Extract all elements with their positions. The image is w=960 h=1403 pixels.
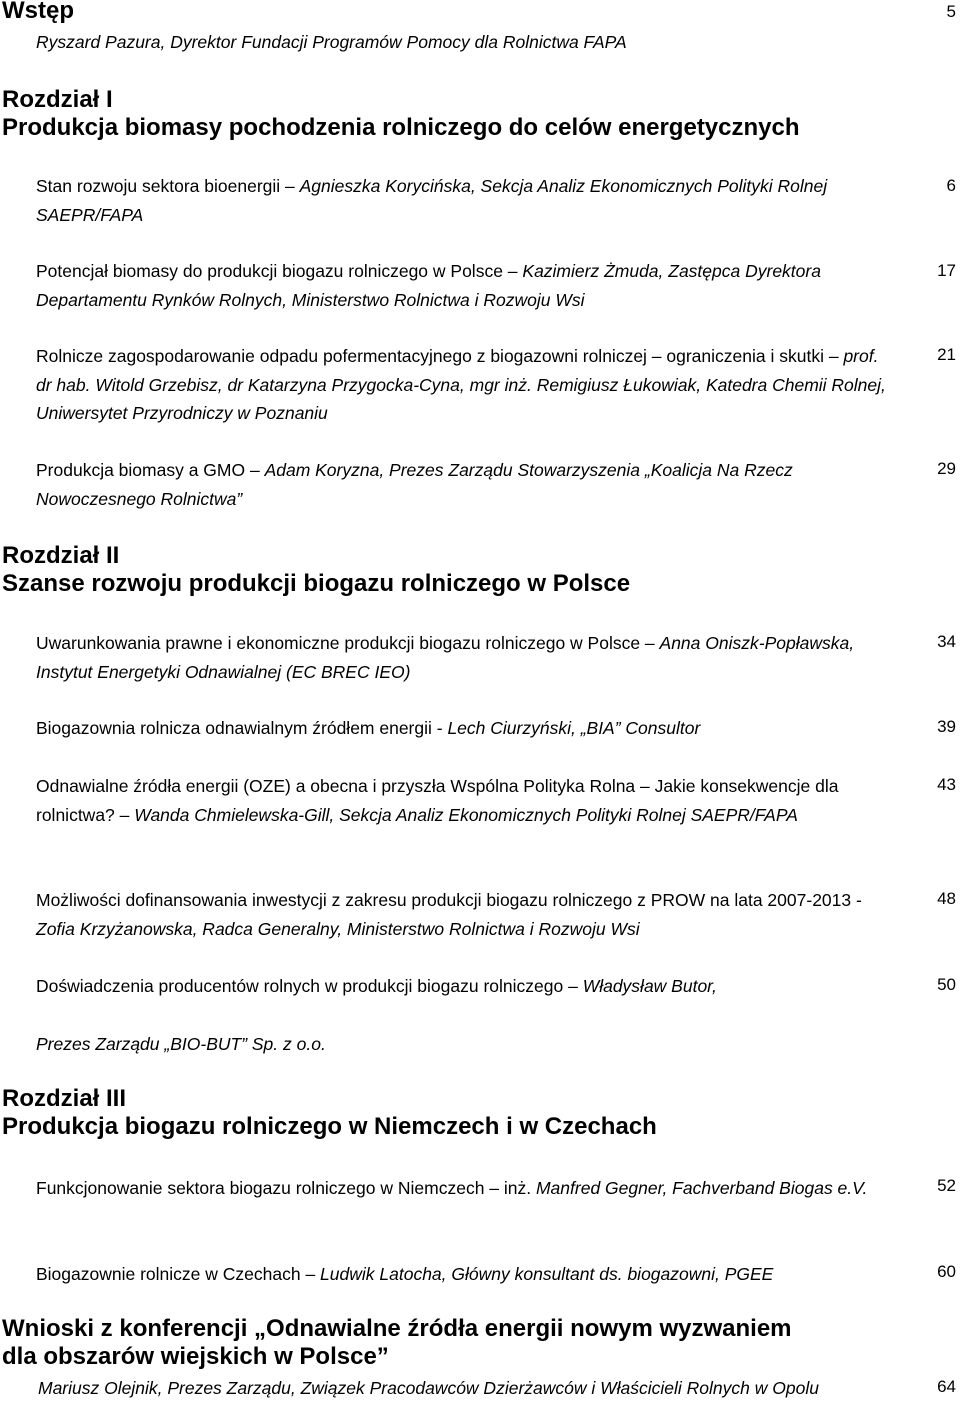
intro-author: Ryszard Pazura, Dyrektor Fundacji Programów Pomocy dla Rolnictwa FAPA: [36, 32, 627, 52]
chapter-2-title: Szanse rozwoju produkcji biogazu rolniczego w Polsce: [2, 570, 631, 597]
entry-author: Agnieszka Korycińska, Sekcja Analiz Ekonomicznych Polityki Rolnej SAEPR/FAPA: [36, 176, 828, 225]
entry-page: 34: [937, 632, 956, 651]
entry-author: prof. dr hab. Witold Grzebisz, dr Katarzyna Przygocka-Cyna, mgr inż. Remigiusz Łukowiak, Katedra Chemii Rolnej, Uniwersytet Przyrodniczy w Poznaniu: [36, 346, 886, 423]
toc-entry: [36, 714, 886, 743]
entry-title: Produkcja biomasy a GMO –: [36, 460, 265, 480]
toc-entry: [36, 342, 886, 428]
entry-author: Wanda Chmielewska-Gill, Sekcja Analiz Ekonomicznych Polityki Rolnej SAEPR/FAPA: [134, 804, 798, 825]
intro-page: 5: [946, 2, 956, 21]
chapter-2-label: Rozdział II: [2, 542, 120, 569]
toc-entry: [36, 172, 886, 229]
entry-title: Odnawialne źródła energii (OZE) a obecna i przyszła Wspólna Polityka Rolna – Jakie konsekwencje dla rolnictwa? –: [36, 776, 839, 825]
conclusions-author: Mariusz Olejnik, Prezes Zarządu, Związek Pracodawców Dzierżawców i Właścicieli Rolnych w Opolu: [38, 1378, 819, 1398]
toc-entry: [36, 886, 886, 943]
entry-author: Kazimierz Żmuda, Zastępca Dyrektora Departamentu Rynków Rolnych, Ministerstwo Rolnictwa i Rozwoju Wsi: [36, 261, 821, 310]
chapter-1-title: Produkcja biomasy pochodzenia rolniczego do celów energetycznych: [2, 114, 800, 141]
entry-title: Potencjał biomasy do produkcji biogazu rolniczego w Polsce –: [36, 261, 523, 281]
entry-title: Biogazownia rolnicza odnawialnym źródłem energii -: [36, 718, 448, 738]
entry-author: Anna Oniszk-Popławska, Instytut Energetyki Odnawialnej (EC BREC IEO): [36, 633, 855, 682]
toc-entry: [36, 1260, 886, 1289]
entry-page: 21: [937, 345, 956, 364]
entry-title: Stan rozwoju sektora bioenergii –: [36, 176, 300, 196]
conclusions-title-line2: dla obszarów wiejskich w Polsce”: [2, 1343, 389, 1370]
entry-author: Manfred Gegner, Fachverband Biogas e.V.: [535, 1178, 868, 1198]
conclusions-title-line1: Wnioski z konferencji „Odnawialne źródła energii nowym wyzwaniem: [2, 1315, 792, 1342]
toc-entry: [36, 257, 886, 314]
entry-author: Władysław Butor,: [582, 976, 717, 996]
entry-author: Ludwik Latocha, Główny konsultant ds. biogazowni, PGEE: [320, 1264, 774, 1284]
chapter-3-label: Rozdział III: [2, 1085, 127, 1112]
intro-title: Wstęp: [2, 0, 74, 24]
entry-page: 17: [937, 261, 956, 280]
toc-entry: [36, 629, 886, 686]
entry-page: 50: [937, 975, 956, 994]
entry-author: Lech Ciurzyński, „BIA” Consultor: [447, 718, 701, 738]
entry-author: Zofia Krzyżanowska, Radca Generalny, Ministerstwo Rolnictwa i Rozwoju Wsi: [36, 918, 640, 939]
chapter-1-label: Rozdział I: [2, 86, 113, 113]
entry-page: 43: [937, 775, 956, 794]
conclusions-page: 64: [937, 1377, 956, 1396]
entry-page: 39: [937, 717, 956, 736]
entry-title: Doświadczenia producentów rolnych w produkcji biogazu rolniczego –: [36, 976, 583, 996]
entry-author: Adam Koryzna, Prezes Zarządu Stowarzyszenia „Koalicja Na Rzecz Nowoczesnego Rolnictwa”: [36, 460, 793, 509]
toc-entry: [36, 1174, 886, 1203]
entry-title: Rolnicze zagospodarowanie odpadu pofermentacyjnego z biogazowni rolniczej – ograniczenia i skutki –: [36, 346, 844, 366]
entry-title: Możliwości dofinansowania inwestycji z zakresu produkcji biogazu rolniczego z PROW na lata 2007-2013 -: [36, 890, 862, 910]
toc-entry: [36, 1030, 886, 1059]
entry-page: 29: [937, 459, 956, 478]
toc-entry: [36, 972, 886, 1001]
entry-page: 60: [937, 1262, 956, 1281]
entry-page: 6: [946, 176, 956, 195]
toc-entry: [36, 772, 886, 829]
entry-title: Biogazownie rolnicze w Czechach –: [36, 1264, 321, 1284]
entry-page: 52: [937, 1176, 956, 1195]
toc-entry: [36, 456, 886, 513]
entry-page: 48: [937, 889, 956, 908]
chapter-3-title: Produkcja biogazu rolniczego w Niemczech i w Czechach: [2, 1113, 657, 1140]
entry-author: Prezes Zarządu „BIO-BUT” Sp. z o.o.: [36, 1034, 326, 1054]
entry-title: Funkcjonowanie sektora biogazu rolniczego w Niemczech – inż.: [36, 1178, 536, 1198]
entry-title: Uwarunkowania prawne i ekonomiczne produkcji biogazu rolniczego w Polsce –: [36, 633, 660, 653]
